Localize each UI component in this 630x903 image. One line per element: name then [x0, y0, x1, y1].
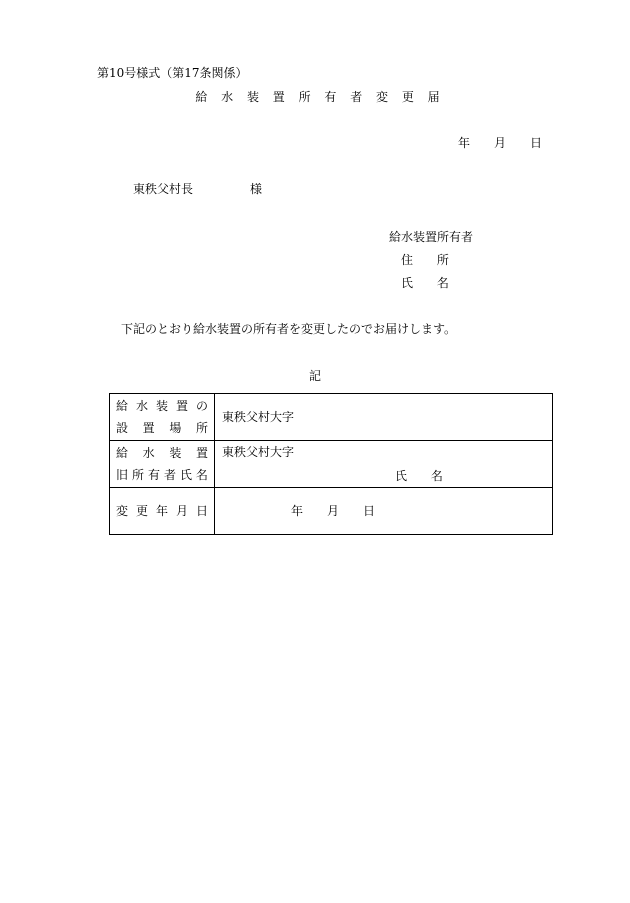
table-row-installation-location: [110, 394, 553, 441]
installation-location-field[interactable]: [215, 394, 553, 441]
change-date-field[interactable]: [215, 488, 553, 535]
table-row-previous-owner: [110, 441, 553, 488]
applicant-label: 給水装置所有者: [389, 230, 474, 244]
body-text: 下記のとおり給水装置の所有者を変更したのでお届けします。: [121, 322, 457, 336]
label-line: 設 置 場 所: [116, 421, 208, 435]
addressee-honorific: 様: [250, 182, 263, 196]
form-title: 給 水 装 置 所 有 者 変 更 届: [195, 90, 445, 104]
change-day-label: 日: [363, 504, 376, 518]
addressee-name: 東秩父村長: [133, 182, 194, 196]
change-year-label: 年: [291, 504, 304, 518]
date-day-label: 日: [530, 136, 543, 150]
installation-location-value: 東秩父村大字: [222, 410, 295, 424]
detail-table: [109, 393, 553, 535]
change-date-label: [110, 488, 215, 535]
previous-owner-label: [110, 441, 215, 488]
previous-owner-address-value: 東秩父村大字: [222, 445, 295, 459]
label-line: 給 水 装 置: [116, 446, 208, 460]
applicant-address-label: 住 所: [401, 253, 459, 267]
applicant-name-label: 氏 名: [401, 276, 459, 290]
date-year-label: 年: [458, 136, 471, 150]
change-month-label: 月: [327, 504, 340, 518]
label-line: 給 水 装 置 の: [116, 399, 208, 413]
form-number: 第10号様式（第17条関係）: [97, 66, 248, 80]
submission-date: [458, 136, 542, 150]
label-line: 変 更 年 月 日: [116, 504, 208, 518]
installation-location-label: [110, 394, 215, 441]
date-month-label: 月: [494, 136, 507, 150]
previous-owner-field[interactable]: [215, 441, 553, 488]
previous-owner-name-label: 氏 名: [395, 469, 453, 483]
change-date-value: [291, 504, 375, 518]
ki-heading: 記: [308, 369, 321, 383]
table-row-change-date: [110, 488, 553, 535]
label-line: 旧 所 有 者 氏 名: [116, 468, 208, 482]
